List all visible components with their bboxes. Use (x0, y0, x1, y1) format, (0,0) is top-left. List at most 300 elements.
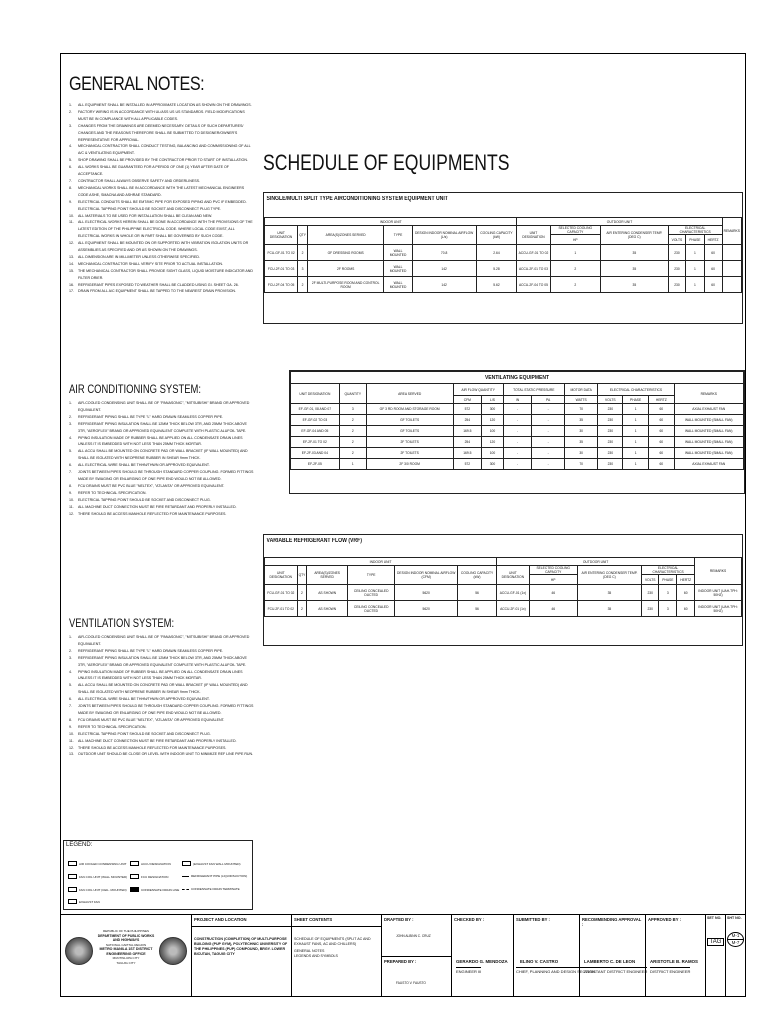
table-cell: 1 (686, 245, 704, 261)
sht-value: M-1 (731, 933, 740, 938)
table-cell: - (503, 426, 532, 437)
vrf-volts-header: VOLTS (642, 575, 659, 585)
drafted-name: JOHN ALBINN C. CRUZ (396, 934, 431, 938)
legend-item (68, 887, 127, 892)
table-cell: 1 (623, 415, 649, 426)
table-cell: WALL MOUNTED (SMALL FAN) (674, 415, 743, 426)
table-cell: 2 (339, 448, 366, 459)
table-cell: GF TOILETS (366, 415, 453, 426)
approved-head: APPROVED BY : (648, 917, 681, 922)
table-row (291, 448, 744, 459)
note-item (69, 288, 255, 295)
vent-subheader: L/S (482, 396, 504, 404)
table-cell: 2F TOILETS (366, 448, 453, 459)
table-row (265, 261, 742, 277)
legend-title: LEGEND: (66, 842, 93, 848)
note-number: 1. (69, 103, 72, 107)
note-text: AIR-COOLED CONDENSING UNIT SHALL BE OF "PANASONIC", "MITSUBISHI" BRAND OR APPROVED EQUIVALENT. (78, 635, 250, 646)
table-cell: 5620 (395, 601, 458, 617)
table-cell: 1 (550, 245, 600, 261)
table-cell: 2 (297, 601, 307, 617)
table-cell: ACCU-2F-01 (1x) (497, 601, 530, 617)
table-cell: 60 (649, 426, 674, 437)
table-cell: 35 (600, 245, 668, 261)
note-text: ALL ELECTRICAL WIRE SHALL BE THHN/THWN OR APPROVED EQUIVALENT. (78, 463, 210, 468)
table-cell (722, 261, 741, 277)
legend-label: EXHAUST FAN (79, 899, 100, 904)
phase-header: PHASE (686, 235, 704, 245)
table-cell: - (503, 404, 532, 415)
vrf-type-header: TYPE (347, 566, 394, 585)
note-number: 12. (69, 241, 74, 246)
table-cell: 70 (564, 404, 598, 415)
note-item (69, 648, 255, 655)
note-number: 17. (69, 289, 74, 294)
table-cell: 230 (668, 261, 686, 277)
note-item (69, 164, 255, 178)
note-number: 15. (69, 268, 74, 273)
ac-system-title: AIR CONDITIONING SYSTEM: (69, 384, 202, 396)
table-cell: EF-GF-02 TO 03 (291, 415, 340, 426)
note-text: REFRIGERANT PIPING INSULATION SHALL BE 12MM THICK BELOW 3TR, AND 25MM THICK ABOVE 3TR, "AEROFLEX" BRAND OR APPROVED EQUIVALENT COMPLETE WITH PLASTIC ALUFOIL TAPE. (78, 421, 247, 433)
table-cell: 2F TOILETS (366, 437, 453, 448)
indoor-header: INDOOR UNIT (265, 218, 517, 226)
vrf-cooling-header: COOLING CAPACITY (kW) (457, 566, 496, 585)
note-text: FACTORY WIRING IS IN ACCORDANCE WITH UL/ASS US US STANDARDS. FIELD MODIFICATIONS MUST BE IN COMPLIANCE WITH ALL APPLICABLE CODES. (78, 109, 245, 121)
note-item (69, 268, 255, 282)
table-cell: - (532, 426, 564, 437)
note-text: PIPING INSULATION MADE OF RUBBER SHALL BE APPLIED ON ALL CONDENSATE DRAIN LINES UNLESS IT IS EMBEDDED WITH NOT LESS THAN 25MM THICK MORTAR. (78, 669, 243, 681)
note-text: REFRIGERANT PIPING SHALL BE TYPE "L" HARD DRAWN SEAMLESS COPPER PIPE. (78, 414, 224, 419)
note-text: OUTDOOR UNIT SHOULD BE CLOSE OR LEVEL WITH INDOOR UNIT TO MINIMIZE REF LINE PIPE RUN. (78, 752, 254, 757)
table-cell: 142 (412, 277, 476, 293)
vent-subheader: CFM (453, 396, 482, 404)
title-block (61, 914, 745, 997)
table-cell: - (532, 448, 564, 459)
dpwh-seal-icon (65, 937, 93, 965)
table-cell: 1 (623, 459, 649, 470)
legend-label: CONDENSATE DRAIN LINE (141, 887, 180, 892)
table-cell: 5.62 (476, 277, 517, 293)
table-cell: - (532, 437, 564, 448)
recommending-name: LAMBERTO C. DE LEON (584, 959, 636, 964)
note-text: ALL MACHINE DUCT CONNECTION MUST BE FIRE RETARDANT AND PROPERLY INSTALLED. (78, 738, 237, 743)
vent-subheader: PA (532, 396, 564, 404)
note-text: REFRIGERANT PIPING INSULATION SHALL BE 12MM THICK BELOW 3TR, AND 25MM THICK ABOVE 3TR, "AEROFLEX" BRAND OR APPROVED EQUIVALENT COMPLETE WITH PLASTIC ALUFOIL TAPE. (78, 655, 247, 667)
table-cell: GF 3 RD ROOM AND STORAGE ROOM (366, 404, 453, 415)
vent-static-header: TOTAL STATIC PRESSURE (503, 384, 564, 396)
note-text: CONTRACTOR SHALL ALWAYS OBSERVE SAFETY AND ORDERLINESS. (78, 178, 201, 183)
note-number: 11. (69, 738, 74, 743)
note-item (69, 213, 255, 220)
agency-line: NATIONAL CAPITAL REGION (105, 942, 147, 947)
legend-label: FAN COIL UNIT (WALL MOUNTED) (79, 874, 128, 879)
table-cell: 3 (659, 601, 677, 617)
table-cell: 1 (623, 426, 649, 437)
table-row (265, 601, 742, 617)
vrf-phase-header: PHASE (659, 575, 677, 585)
note-number: 6. (69, 463, 72, 468)
table-cell: 1 (623, 404, 649, 415)
note-number: 10. (69, 497, 74, 502)
table-cell: 60 (649, 404, 674, 415)
fcu-tag-icon (130, 874, 139, 879)
note-item (69, 219, 255, 240)
vrf-elec-header: ELECTRICAL CHARACTERISTICS (642, 566, 695, 575)
table-cell: 60 (704, 261, 722, 277)
table-cell: ACCU-2F-01 TO 03 (517, 261, 550, 277)
qty-header: QTY (298, 226, 308, 245)
legend-label: CONDENSATE DRAIN TERMINATE (191, 887, 240, 891)
project-cell (191, 915, 291, 997)
note-text: JOINTS BETWEEN PIPES SHOULD BE THROUGH STANDARD COPPER COUPLING. FORMED FITTINGS MADE BY SWAGING OR ENLARGING OF ONE PIPE END WOULD NOT BE ALLOWED. (78, 704, 254, 715)
table-cell: - (503, 459, 532, 470)
table-row (265, 245, 742, 261)
vrf-area-header: AREA(S)/ZONES SERVED (307, 566, 348, 585)
table-row (291, 426, 744, 437)
note-text: THERE SHOULD BE ACCESS MANHOLE REFLECTED FOR MAINTENANCE PURPOSES. (78, 511, 227, 516)
vent-qty-header: QUANTITY (339, 384, 366, 404)
note-text: THE MECHANICAL CONTRACTOR SHALL PROVIDE SIGHT GLASS, LIQUID MOISTURE INDICATOR AND FILTER DRIER. (78, 268, 253, 280)
split-ac-table-box (263, 192, 743, 324)
remarks-header: REMARKS (722, 218, 741, 245)
fcu-wall-icon (68, 874, 77, 879)
note-text: ALL EQUIPMENT SHALL BE INSTALLED IN APPROXIMATE LOCATION AS SHOWN ON THE DRAWINGS. (78, 103, 252, 107)
note-item (69, 254, 255, 261)
agency-line: TAGUIG CITY (116, 960, 136, 965)
vrf-unit-header: UNIT DESIGNATION (265, 566, 298, 585)
note-item (69, 414, 255, 421)
sheet-text: GENERAL NOTES (294, 949, 325, 953)
table-cell: 60 (649, 437, 674, 448)
split-table-caption: SINGLE/MULTI SPLIT TYPE AIRCONDITIONING SYSTEM EQUIPMENT UNIT (266, 196, 448, 202)
table-cell: 2 (339, 426, 366, 437)
vrf-odu-header: UNIT DESIGNATION (497, 566, 530, 585)
note-text: ALL MACHINE DUCT CONNECTION MUST BE FIRE RETARDANT AND PROPERLY INSTALLED. (78, 504, 237, 509)
note-number: 14. (69, 261, 74, 266)
vent-area-header: AREA SERVED (366, 384, 453, 404)
outdoor-header: OUTDOOR UNIT (517, 218, 722, 226)
note-item (69, 751, 255, 758)
table-cell: 230 (598, 459, 623, 470)
note-item (69, 634, 255, 648)
note-text: ALL ELECTRICAL WORKS HEREIN SHALL BE DONE IN ACCORDANCE WITH THE PROVISIONS OF THE LATEST EDITION OF THE PHILIPPINE ELECTRICAL CODE. WHERE LOCAL CODE EXIST, ALL ELECTRICAL WORKS IN WHOLE OR IN PART SHALL BE GOVERNED BY SUCH CODE. (78, 220, 253, 239)
table-cell (722, 245, 741, 261)
note-number: 2. (69, 648, 72, 653)
table-cell: 2F 3/0 ROOM (366, 459, 453, 470)
note-number: 2. (69, 109, 72, 114)
table-cell: 3 (298, 261, 308, 277)
table-cell: WALL MOUNTED (384, 277, 412, 293)
table-cell: WALL MOUNTED (SMALL FAN) (674, 426, 743, 437)
note-item (69, 400, 255, 414)
cooling-header: COOLING CAPACITY (kW) (476, 226, 517, 245)
note-number: 7. (69, 704, 72, 709)
vrf-table (264, 557, 742, 617)
table-row (291, 437, 744, 448)
table-cell: 1 (623, 448, 649, 459)
note-number: 7. (69, 470, 72, 475)
note-item (69, 490, 255, 497)
set-head: SET NO. (707, 916, 722, 920)
vent-elec-header: ELECTRICAL CHARACTERISTICS (598, 384, 674, 396)
agency-line: REPUBLIC OF THE PHILIPPINES (102, 929, 150, 933)
table-cell: EF-2F-01 TO 02 (291, 437, 340, 448)
note-number: 11. (69, 220, 74, 225)
table-cell: 56 (457, 601, 496, 617)
legend-item (68, 874, 127, 879)
legend-item (182, 874, 247, 878)
table-cell: 142 (412, 261, 476, 277)
note-item (69, 448, 255, 462)
table-cell: 2 (339, 437, 366, 448)
note-text: ALL ACCU SHALL BE MOUNTED ON CONCRETE PAD OR WALL BRACKET (IF WALL MOUNTED) AND SHALL BE ISOLATED WITH NEOPRENE RUBBER IN SHEAR 9mm THICK. (78, 449, 248, 461)
table-cell (722, 277, 741, 293)
note-item (69, 717, 255, 724)
table-cell: 100 (482, 426, 504, 437)
note-item (69, 185, 255, 199)
vent-airflow-header: AIR FLOW QUANTITY (453, 384, 503, 396)
note-item (69, 724, 255, 731)
note-number: 10. (69, 731, 74, 736)
vrf-hertz-header: HERTZ (677, 575, 695, 585)
table-cell: AS SHOWN (307, 601, 348, 617)
table-cell: 230 (668, 245, 686, 261)
note-item (69, 682, 255, 696)
hp-header: HP (550, 235, 600, 245)
condensate-drain-icon (130, 887, 139, 892)
table-cell: FCU-2F-01 TO 02 (265, 601, 298, 617)
vent-unit-header: UNIT DESIGNATION (291, 384, 340, 404)
note-item (69, 745, 255, 752)
vent-subheader: HERTZ (649, 396, 674, 404)
table-cell: 60 (677, 585, 695, 601)
table-cell: 2 (298, 245, 308, 261)
note-text: ALL MATERIALS TO BE USED FOR INSTALLATION SHALL BE CLEAN AND NEW. (78, 213, 213, 218)
set-no-cell (705, 915, 725, 997)
legend-item (182, 887, 240, 891)
hertz-header: HERTZ (704, 235, 722, 245)
note-text: SHOP DRAWING SHALL BE PROVIDED BY THE CONTRACTOR PRIOR TO START OF INSTALLATION. (78, 158, 248, 163)
note-number: 8. (69, 185, 72, 190)
note-text: ALL WORKS SHALL BE GUARANTEED FOR A PERIOD OF ONE (1) YEAR AFTER DATE OF ACCEPTANCE. (78, 165, 229, 177)
prepared-name: FAUSTO V. FAUSTO (396, 981, 426, 985)
drain-terminate-icon (182, 889, 189, 890)
table-cell: 230 (642, 601, 659, 617)
note-text: REFER TO TECHNICAL SPECIFICATION. (78, 490, 147, 495)
table-cell: 300 (482, 404, 504, 415)
note-item (69, 469, 255, 483)
note-number: 11. (69, 504, 74, 509)
table-cell: 2 (297, 585, 307, 601)
table-row (291, 459, 744, 470)
legend-label: AIR COOLED CONDENSING UNIT (79, 861, 127, 866)
note-number: 9. (69, 724, 72, 729)
table-cell: - (503, 437, 532, 448)
table-cell: 1 (686, 277, 704, 293)
table-cell: GF DRESSING ROOMS (307, 245, 383, 261)
vrf-qty-header: QTY (297, 566, 307, 585)
note-item (69, 497, 255, 504)
note-number: 3. (69, 123, 72, 128)
table-cell: 30 (564, 426, 598, 437)
note-number: 5. (69, 449, 72, 454)
note-item (69, 738, 255, 745)
legend-label: (EXHAUST FAN WALL MOUNTED) (193, 861, 241, 866)
vent-subheader: WATTS (564, 396, 598, 404)
table-row (265, 277, 742, 293)
table-cell: EF-2F-05 (291, 459, 340, 470)
note-number: 6. (69, 697, 72, 702)
table-row (291, 415, 744, 426)
note-text: MECHANICAL WORKS SHALL BE IN ACCORDANCE WITH THE LATEST MECHANICAL ENGINEERS CODE ASHE, SMACNA AND ASHRAE STANDARD. (78, 185, 245, 197)
table-cell: 230 (642, 585, 659, 601)
vrf-ambient-header: AIR ENTERING CONDENSER TEMP. (DEG C) (577, 566, 641, 585)
table-cell: 230 (598, 415, 623, 426)
table-cell: 60 (649, 459, 674, 470)
set-value: TAG (707, 938, 724, 946)
recommending-role: ASSISTANT DISTRICT ENGINEER (584, 969, 648, 974)
schedule-title: SCHEDULE OF EQUIPMENTS (263, 150, 510, 175)
general-notes-list (69, 102, 255, 295)
table-cell: 169.5 (453, 426, 482, 437)
submitted-cell (513, 915, 595, 997)
vent-subheader: IN (503, 396, 532, 404)
note-text: REFRIGERANT PIPING SHALL BE TYPE "L" HARD DRAWN SEAMLESS COPPER PIPE. (78, 648, 224, 653)
vent-subheader: PHASE (623, 396, 649, 404)
checked-cell (451, 915, 513, 997)
note-number: 4. (69, 669, 72, 674)
table-cell: 5620 (395, 585, 458, 601)
table-cell: EF-GF-01, 08 AND 07 (291, 404, 340, 415)
table-row (265, 585, 742, 601)
table-cell: 300 (482, 459, 504, 470)
legend-box (63, 840, 253, 910)
table-cell: 2 (550, 277, 600, 293)
recommending-head: RECOMMENDING APPROVAL : (582, 917, 642, 927)
note-number: 5. (69, 158, 72, 163)
ac-notes-list (69, 400, 255, 517)
submitted-name: ELINO V. CASTRO (520, 959, 559, 964)
selcap-header: SELECTED COOLING CAPACITY (550, 226, 600, 235)
vrf-remarks-header: REMARKS (695, 558, 742, 585)
sheet-head: SHEET CONTENTS (294, 917, 333, 922)
note-number: 9. (69, 199, 72, 204)
note-number: 4. (69, 144, 72, 149)
table-cell: 2F ROOMS (307, 261, 383, 277)
sht-head: SHT NO. (727, 916, 742, 920)
split-ac-table (264, 217, 742, 293)
note-number: 8. (69, 717, 72, 722)
table-cell: 120 (482, 437, 504, 448)
table-cell: 35 (600, 261, 668, 277)
agency-cell (61, 915, 189, 997)
note-item (69, 655, 255, 669)
sheet-text: LEGENDS AND SYMBOLS (294, 954, 338, 958)
table-cell: 120 (482, 415, 504, 426)
drafted-head: DRAFTED BY : (384, 917, 414, 922)
airflow-header: DESIGN INDOOR NOMINAL AIRFLOW (L/s) (412, 226, 476, 245)
table-cell: ACCU-GF-01 (1x) (497, 585, 530, 601)
note-text: DRAIN FROM ALL A/C EQUIPMENT SHALL BE TAPPED TO THE NEAREST DRAIN PROVISION. (78, 289, 237, 294)
table-cell: 35 (600, 277, 668, 293)
table-cell: WALL MOUNTED (384, 261, 412, 277)
table-cell: ACCU-2F-04 TO 05 (517, 277, 550, 293)
approved-cell (645, 915, 705, 997)
note-text: THERE SHOULD BE ACCESS MANHOLE REFLECTED FOR MAINTENANCE PURPOSES. (78, 745, 227, 750)
table-cell: 230 (598, 426, 623, 437)
table-cell: 2 (339, 415, 366, 426)
note-number: 13. (69, 254, 74, 259)
note-text: ELECTRICAL TAPPING POINT SHOULD BE SOCKET AND DISCONNECT PLUG. (78, 731, 211, 736)
note-item (69, 102, 255, 109)
table-cell: 70.8 (412, 245, 476, 261)
area-header: AREA(S)/ZONES SERVED (307, 226, 383, 245)
table-cell: 3 (659, 585, 677, 601)
table-cell: FCU-GF-01 TO 02 (265, 585, 298, 601)
legend-label: FAN COIL UNIT (CEIL. MOUNTED) (79, 887, 127, 892)
table-cell: 254 (453, 415, 482, 426)
note-item (69, 669, 255, 683)
table-cell: ACCU-GF-01 TO 02 (517, 245, 550, 261)
note-item (69, 143, 255, 157)
table-cell: 230 (598, 448, 623, 459)
note-text: ALL DIMENSION ARE IN MILLIMETER UNLESS OTHERWISE SPECIFIED. (78, 254, 201, 259)
table-cell: 60 (704, 277, 722, 293)
note-number: 3. (69, 655, 72, 660)
legend-label: REFRIGERANT PIPE (LIQUID/SUCTION) (191, 874, 248, 878)
table-cell: 70 (564, 459, 598, 470)
note-item (69, 703, 255, 717)
checked-role: ENGINEER III (456, 969, 482, 974)
table-cell: 1 (686, 261, 704, 277)
note-text: ALL ACCU SHALL BE MOUNTED ON CONCRETE PAD OR WALL BRACKET (IF WALL MOUNTED) AND SHALL BE ISOLATED WITH NEOPRENE RUBBER IN SHEAR 9mm THICK. (78, 683, 248, 695)
sheet-text: SCHEDULE OF EQUIPMENTS (SPLIT AC AND EXHAUST FANS, AC AND CHILLERS) (294, 937, 371, 946)
checked-head: CHECKED BY : (454, 917, 485, 922)
table-cell: 572 (453, 459, 482, 470)
project-head: PROJECT AND LOCATION (194, 917, 247, 922)
note-text: MECHANICAL CONTRACTOR SHALL VERIFY SITE PRIOR TO ACTUAL INSTALLATION. (78, 261, 223, 266)
note-text: ALL ELECTRICAL WIRE SHALL BE THHN/THWN OR APPROVED EQUIVALENT. (78, 697, 210, 702)
table-cell: 46 (529, 601, 577, 617)
vrf-caption: VARIABLE REFRIGERANT FLOW (VRF) (266, 538, 362, 544)
note-number: 13. (69, 752, 74, 757)
refrigerant-pipe-icon (182, 876, 189, 877)
table-cell: 60 (649, 415, 674, 426)
note-item (69, 178, 255, 185)
sheet-contents-cell (291, 915, 381, 997)
legend-item (130, 861, 171, 866)
vent-subheader: VOLTS (598, 396, 623, 404)
table-cell: 60 (704, 245, 722, 261)
table-cell: GF TOILETS (366, 426, 453, 437)
legend-item (130, 874, 168, 879)
submitted-head: SUBMITTED BY : (516, 917, 550, 922)
odu-header: UNIT DESIGNATION (517, 226, 550, 245)
table-cell: AXIAL EXHAUST FAN (674, 404, 743, 415)
note-number: 8. (69, 483, 72, 488)
table-cell: EF-2F-03 AND 04 (291, 448, 340, 459)
table-cell: 1 (623, 437, 649, 448)
sht-total: M-7 (728, 939, 743, 946)
note-item (69, 240, 255, 254)
note-item (69, 483, 255, 490)
table-cell: 30 (564, 448, 598, 459)
table-cell: - (503, 415, 532, 426)
ambient-header: AIR ENTERING CONDENSER TEMP. (DEG C) (600, 226, 668, 245)
ventilation-notes-list (69, 634, 255, 758)
note-number: 1. (69, 401, 72, 405)
